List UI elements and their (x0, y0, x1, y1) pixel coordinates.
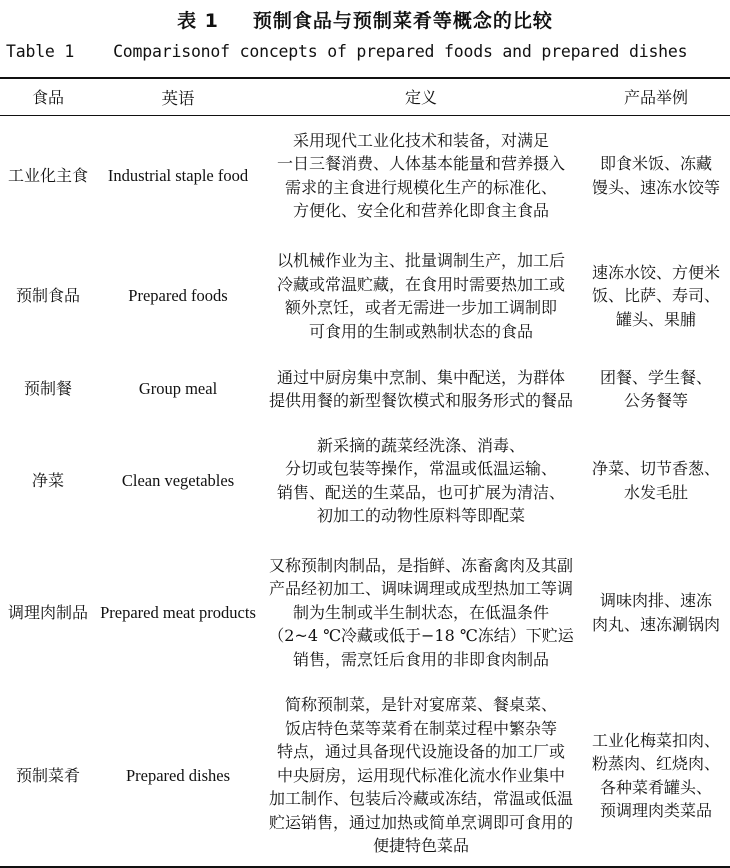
cell-food: 净菜 (31, 470, 64, 490)
cell-examples-line: 水发毛肚 (623, 482, 688, 502)
cell-definition-line: 饭店特色菜等菜肴在制菜过程中繁杂等 (284, 718, 557, 738)
cell-definition (260, 357, 582, 421)
cell-examples-line: 罐头、果脯 (615, 309, 696, 329)
cell-definition-line: 以机械作业为主、批量调制生产，加工后 (276, 251, 565, 270)
cell-food: 调理肉制品 (7, 602, 88, 622)
cell-examples-line: 粉蒸肉、红烧肉、 (591, 754, 720, 773)
cell-examples-line: 净菜、切节香葱、 (591, 459, 720, 478)
cell-definition-line: 提供用餐的新型餐饮模式和服务形式的餐品 (268, 391, 573, 410)
cell-definition-line: 简称预制菜，是针对宴席菜、餐桌菜、 (284, 695, 557, 715)
cell-examples-line: 各种菜肴罐头、 (599, 777, 712, 797)
cell-definition-line: 通过中厨房集中烹制、集中配送，为群体 (276, 367, 565, 387)
cell-examples-line: 肉丸、速冻涮锅肉 (591, 614, 720, 634)
table-title-en: Comparisonof concepts of prepared foods and prepared dishes (113, 42, 688, 61)
cell-definition-line: 可食用的生制或熟制状态的食品 (308, 321, 533, 341)
cell-definition (260, 685, 582, 866)
table-title-cn: 预制食品与预制菜肴等概念的比较 (252, 10, 553, 32)
cell-examples-line: 即食米饭、冻藏 (599, 154, 712, 173)
column-header-examples: 产品举例 (623, 88, 688, 107)
column-header-english: 英语 (161, 88, 195, 108)
cell-food: 预制餐 (23, 379, 72, 399)
cell-english: Industrial staple food (107, 165, 249, 185)
cell-definition-line: 销售，需烹饪后食用的非即食肉制品 (292, 649, 549, 669)
cell-examples (582, 235, 730, 357)
cell-english: Prepared meat products (100, 602, 256, 622)
cell-definition (260, 235, 582, 357)
cell-food: 预制食品 (15, 286, 80, 306)
cell-examples-line: 工业化梅菜扣肉、 (591, 730, 720, 750)
cell-definition-line: 新采摘的蔬菜经洗涤、消毒、 (316, 435, 525, 455)
cell-definition-line: 产品经初加工、调味调理或成型热加工等调 (268, 579, 573, 599)
cell-english: Clean vegetables (121, 470, 235, 490)
cell-examples-line: 馒头、速冻水饺等 (591, 177, 720, 197)
cell-examples-line: 饭、比萨、寿司、 (591, 286, 720, 306)
cell-definition-line: 采用现代工业化技术和装备，对满足 (292, 130, 549, 150)
cell-definition-line: 销售、配送的生菜品，也可扩展为清洁、 (276, 482, 565, 502)
cell-definition-line: 需求的主食进行规模化生产的标准化、 (284, 177, 557, 197)
table-label-cn: 表 1 (177, 10, 219, 32)
cell-examples (582, 116, 730, 235)
cell-definition-line: 制为生制或半生制状态，在低温条件 (292, 602, 549, 622)
cell-examples-line: 速冻水饺、方便米 (591, 262, 720, 282)
cell-examples-line: 公务餐等 (623, 391, 688, 410)
cell-definition-line: 中央厨房，运用现代标准化流水作业集中 (276, 765, 565, 785)
cell-examples-line: 团餐、学生餐、 (599, 367, 712, 387)
cell-definition-line: 额外烹饪，或者无需进一步加工调制即 (284, 298, 557, 317)
cell-examples-line: 预调理肉类菜品 (599, 801, 712, 820)
table-label-en: Table 1 (6, 42, 75, 61)
cell-english: Prepared dishes (125, 765, 230, 785)
cell-definition-line: （2~4 ℃冷藏或低于−18 ℃冻结）下贮运 (268, 626, 574, 646)
cell-definition-line: 一日三餐消费、人体基本能量和营养摄入 (276, 154, 565, 173)
column-header-definition: 定义 (404, 88, 437, 107)
cell-definition-line: 方便化、安全化和营养化即食主食品 (292, 201, 549, 220)
cell-examples-line: 调味肉排、速冻 (599, 591, 712, 610)
cell-definition (260, 540, 582, 685)
cell-definition-line: 便捷特色菜品 (372, 836, 469, 856)
cell-definition-line: 又称预制肉制品，是指鲜、冻畜禽肉及其副 (268, 555, 573, 575)
cell-definition (260, 421, 582, 540)
cell-definition (260, 116, 582, 235)
table-caption-cn (0, 6, 730, 33)
cell-definition-line: 冷藏或常温贮藏，在食用时需要热加工或 (276, 274, 565, 294)
cell-examples (582, 685, 730, 866)
cell-definition-line: 加工制作、包装后冷藏或冻结，常温或低温 (268, 789, 573, 809)
cell-english: Group meal (138, 379, 218, 399)
cell-definition-line: 初加工的动物性原料等即配菜 (316, 506, 525, 525)
cell-food: 工业化主食 (7, 165, 88, 185)
cell-definition-line: 分切或包装等操作，常温或低温运输、 (284, 459, 557, 478)
column-header-food: 食品 (31, 88, 64, 107)
cell-english: Prepared foods (128, 286, 228, 306)
table-caption-en (6, 42, 730, 61)
cell-examples (582, 357, 730, 421)
cell-definition-line: 贮运销售，通过加热或简单烹调即可食用的 (268, 812, 573, 832)
cell-food: 预制菜肴 (15, 765, 80, 785)
cell-examples (582, 540, 730, 685)
cell-definition-line: 特点，通过具备现代设施设备的加工厂或 (276, 742, 565, 762)
cell-examples (582, 421, 730, 540)
